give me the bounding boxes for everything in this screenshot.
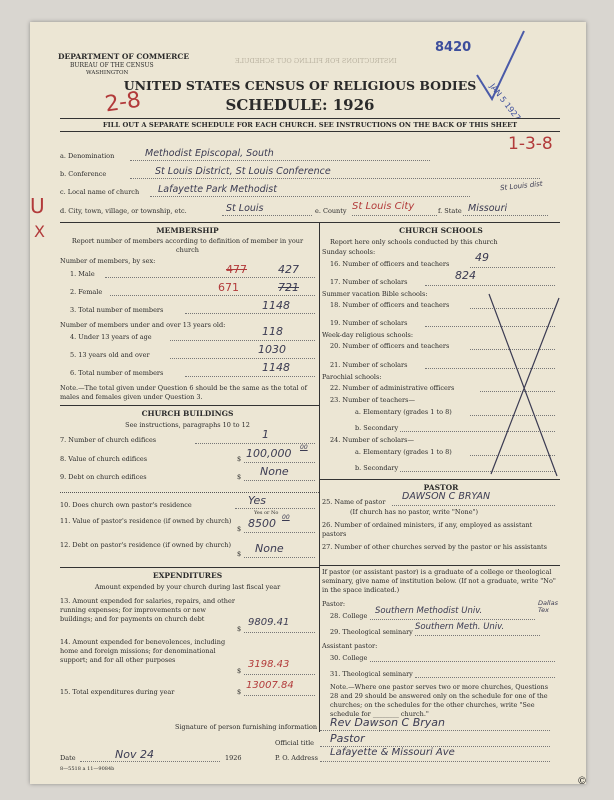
handwritten-code-1-3-8: 1-3-8	[508, 134, 553, 154]
address-label: P. O. Address	[275, 754, 318, 762]
handwritten-code-2-8: 2-8	[103, 87, 143, 118]
schools-heading: CHURCH SCHOOLS	[399, 226, 483, 235]
q6-total-value: 1148	[262, 361, 290, 374]
q5-over-13-value: 1030	[258, 343, 286, 356]
q12-value: None	[255, 542, 284, 555]
q8-value-label: 8. Value of church edifices	[60, 455, 148, 463]
q22-label: 22. Number of administrative officers	[330, 384, 455, 392]
state-value: Missouri	[468, 203, 508, 214]
q5-over-13-label: 5. 13 years old and over	[70, 351, 150, 359]
conference-label: b. Conference	[60, 170, 107, 178]
q13-dollar-sign: $	[237, 625, 242, 633]
conference-value: St Louis District, St Louis Conference	[155, 166, 331, 177]
form-subtitle: SCHEDULE: 1926	[225, 96, 375, 114]
q17-value: 824	[455, 269, 476, 282]
official-title-value: Pastor	[330, 732, 365, 745]
q4-under-13-value: 118	[262, 325, 283, 338]
denomination-value: Methodist Episcopal, South	[145, 148, 274, 159]
pastor-subheading: Pastor:	[322, 600, 346, 608]
q20-label: 20. Number of officers and teachers	[330, 342, 450, 350]
graduate-note: If pastor (or assistant pastor) is a graduate of a college or theological seminary, give name of institution below. (If not a graduate, write "No" in the space indicated.)	[322, 568, 556, 594]
q29-label: 29. Theological seminary	[330, 628, 413, 636]
q25-label: 25. Name of pastor	[322, 498, 386, 506]
q2-female-label: 2. Female	[70, 288, 103, 296]
q11-residence-value-label: 11. Value of pastor's residence (if owned by church)	[60, 517, 232, 525]
q14-dollar-sign: $	[237, 667, 242, 675]
pastor-heading: PASTOR	[423, 483, 459, 492]
members-by-sex-label: Number of members, by sex:	[60, 257, 156, 265]
q27-label: 27. Number of other churches served by the pastor or his assistants	[322, 543, 547, 551]
margin-mark-x: X	[34, 222, 45, 241]
q3-total-value: 1148	[262, 299, 290, 312]
corner-mark: ©	[577, 776, 587, 787]
q28-label: 28. College	[330, 612, 368, 620]
local-name-note: St Louis dist	[499, 179, 543, 193]
form-title: UNITED STATES CENSUS OF RELIGIOUS BODIES	[123, 78, 477, 93]
q15-total-expenditures-label: 15. Total expenditures during year	[60, 688, 175, 696]
q23a-label: a. Elementary (grades 1 to 8)	[355, 408, 452, 416]
assistant-pastor-subheading: Assistant pastor:	[322, 642, 378, 650]
census-schedule-sheet	[30, 22, 586, 784]
bureau-label: BUREAU OF THE CENSUS	[70, 62, 154, 69]
denomination-label: a. Denomination	[60, 152, 115, 160]
date-label: Date	[60, 754, 76, 762]
expenditures-heading: EXPENDITURES	[152, 571, 223, 580]
department-label: DEPARTMENT OF COMMERCE	[58, 52, 190, 61]
sunday-schools-label: Sunday schools:	[322, 248, 376, 256]
q25-pastor-name: DAWSON C BRYAN	[402, 491, 491, 502]
q10-value: Yes	[248, 494, 267, 507]
q16-value: 49	[475, 251, 489, 264]
q9-value: None	[260, 465, 289, 478]
buildings-instructions: See instructions, paragraphs 10 to 12	[125, 421, 250, 429]
state-label: f. State	[438, 207, 462, 215]
q8-dollar-sign: $	[237, 455, 242, 463]
received-date-stamp: JAN 5 1927	[487, 82, 523, 123]
q9-debt-label: 9. Debt on church edifices	[60, 473, 147, 481]
city-value: St Louis	[226, 203, 264, 214]
q16-label: 16. Number of officers and teachers	[330, 260, 450, 268]
year-label: 1926	[225, 754, 242, 762]
check-mark	[472, 27, 532, 107]
county-value: St Louis City	[352, 201, 415, 212]
q8-cents: 00	[300, 444, 308, 451]
q24a-label: a. Elementary (grades 1 to 8)	[355, 448, 452, 456]
q13-value: 9809.41	[248, 617, 290, 628]
q2-female-value: 721	[278, 281, 299, 294]
separate-schedule-instruction: FILL OUT A SEPARATE SCHEDULE FOR EACH CHURCH. SEE INSTRUCTIONS ON THE BACK OF THIS SHEET	[102, 121, 518, 129]
q12-dollar-sign: $	[237, 550, 242, 558]
city-field-label: d. City, town, village, or township, etc.	[60, 207, 187, 215]
q31-label: 31. Theological seminary	[330, 670, 413, 678]
q3-total-label: 3. Total number of members	[70, 306, 164, 314]
signature-label: Signature of person furnishing information	[175, 723, 318, 731]
local-name-value: Lafayette Park Methodist	[158, 184, 277, 195]
q23b-label: b. Secondary	[355, 424, 399, 432]
q25-hint: (If church has no pastor, write "None")	[350, 508, 479, 516]
print-code: 8—5518 a 11—9084b	[60, 766, 115, 772]
pastor-note: Note.—Where one pastor serves two or more churches, Questions 28 and 29 should be answered only on the schedule for one of the churches; on the schedules for the other churches, write "See schedule for ________ church."	[330, 683, 549, 718]
q10-hint: Yes or No	[254, 510, 279, 516]
q24-label: 24. Number of scholars—	[330, 436, 414, 444]
weekday-schools-label: Week-day religious schools:	[322, 331, 414, 339]
q14-value: 3198.43	[248, 659, 290, 670]
schools-intro: Report here only schools conducted by this church	[330, 238, 498, 246]
q23-label: 23. Number of teachers—	[330, 396, 415, 404]
signature-value: Rev Dawson C Bryan	[330, 716, 446, 729]
membership-heading: MEMBERSHIP	[156, 226, 219, 235]
date-value: Nov 24	[115, 748, 154, 761]
buildings-heading: CHURCH BUILDINGS	[141, 409, 234, 418]
q26-label: 26. Number of ordained ministers, if any, employed as assistant pastors	[322, 521, 533, 538]
address-value: Lafayette & Missouri Ave	[330, 747, 455, 758]
q24b-label: b. Secondary	[355, 464, 399, 472]
q8-value: 100,000	[246, 447, 292, 460]
serial-number: 8420	[435, 40, 472, 55]
q30-label: 30. College	[330, 654, 368, 662]
official-title-label: Official title	[275, 739, 314, 747]
city-label: WASHINGTON	[86, 70, 129, 76]
q1-male-original: 477	[226, 263, 247, 276]
q1-male-label: 1. Male	[70, 270, 95, 278]
q7-edifices-value: 1	[262, 428, 269, 441]
q18-label: 18. Number of officers and teachers	[330, 301, 450, 309]
q11-dollar-sign: $	[237, 525, 242, 533]
local-name-label: c. Local name of church	[60, 188, 140, 196]
q13-running-expenses-label: 13. Amount expended for salaries, repairs, and other running expenses; for improvements or new buildings; and for payments on church debt	[60, 597, 235, 623]
q28-college-value: Southern Methodist Univ.	[375, 606, 483, 616]
q29-note: Dallas Tex	[538, 599, 558, 614]
q6-total-label: 6. Total number of members	[70, 369, 164, 377]
summer-schools-label: Summer vacation Bible schools:	[322, 290, 428, 298]
q11-value: 8500	[248, 517, 276, 530]
membership-note: Note.—The total given under Question 6 should be the same as the total of males and females given under Question 3.	[60, 384, 308, 401]
q4-under-13-label: 4. Under 13 years of age	[70, 333, 152, 341]
margin-mark-u: U	[30, 194, 45, 218]
q21-label: 21. Number of scholars	[330, 361, 408, 369]
q15-value: 13007.84	[246, 680, 294, 691]
q11-cents: 00	[282, 514, 290, 521]
under-over-label: Number of members under and over 13 years old:	[60, 321, 226, 329]
q1-male-value: 427	[278, 263, 299, 276]
q10-owns-residence-label: 10. Does church own pastor's residence	[60, 501, 192, 509]
q7-edifices-label: 7. Number of church edifices	[60, 436, 157, 444]
q2-female-original: 671	[218, 281, 239, 294]
q19-label: 19. Number of scholars	[330, 319, 408, 327]
q29-seminary-value: Southern Meth. Univ.	[415, 622, 505, 632]
faded-back-text: INSTRUCTIONS FOR FILLING OUT SCHEDULE	[235, 57, 397, 65]
q12-residence-debt-label: 12. Debt on pastor's residence (if owned by church)	[60, 541, 231, 549]
q17-label: 17. Number of scholars	[330, 278, 408, 286]
county-label: e. County	[315, 207, 347, 215]
q9-dollar-sign: $	[237, 473, 242, 481]
q15-dollar-sign: $	[237, 688, 242, 696]
expenditures-sub: Amount expended by your church during last fiscal year	[94, 583, 281, 591]
parochial-schools-label: Parochial schools:	[322, 373, 382, 381]
cross-out-mark	[485, 290, 565, 480]
q14-benevolences-label: 14. Amount expended for benevolences, including home and foreign missions; for denominational support; and for all other purposes	[60, 638, 226, 664]
membership-intro: Report number of members according to definition of member in your church	[71, 237, 304, 254]
